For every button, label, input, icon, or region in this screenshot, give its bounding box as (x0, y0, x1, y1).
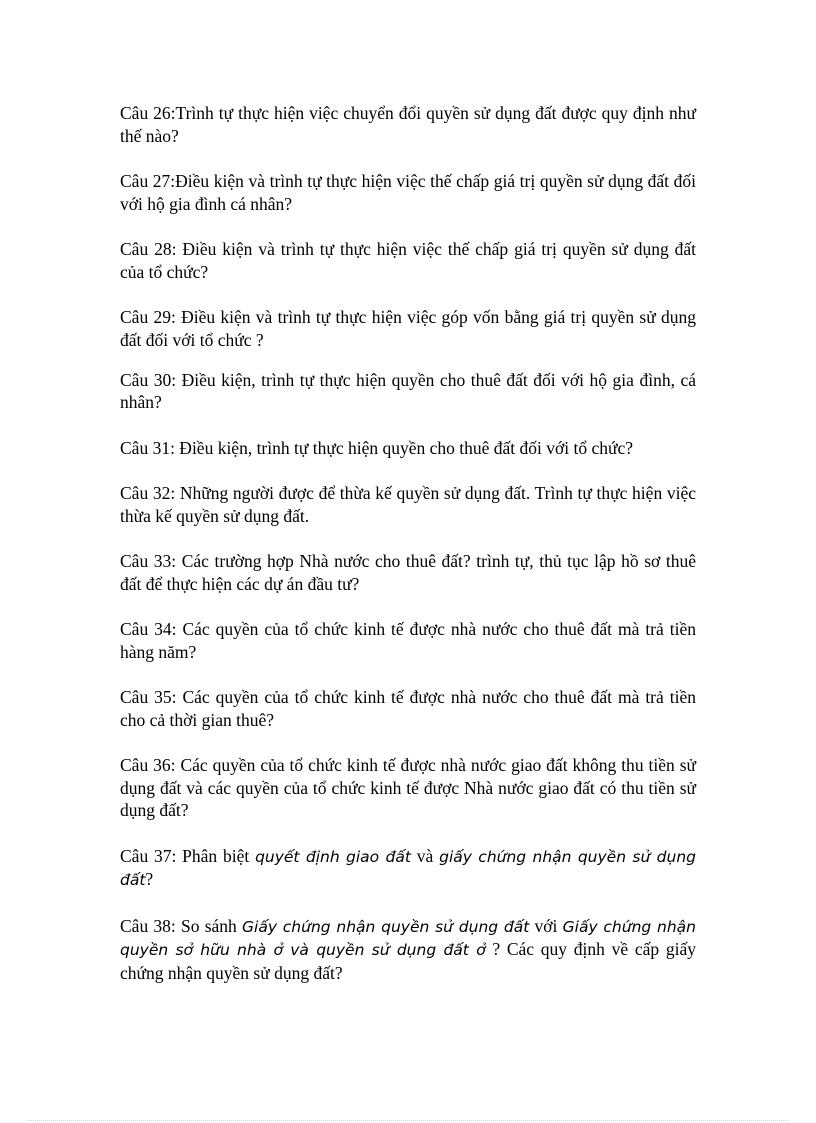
question-37-term-1: quyết định giao đất (255, 847, 411, 866)
question-30: Câu 30: Điều kiện, trình tự thực hiện quyền cho thuê đất đối với hộ gia đình, cá nhân? (120, 369, 696, 412)
question-38-mid: với (529, 915, 563, 936)
question-37-suffix: ? (145, 869, 154, 889)
question-28: Câu 28: Điều kiện và trình tự thực hiện việc thế chấp giá trị quyền sử dụng đất của tổ chức? (120, 239, 696, 282)
question-35: Câu 35: Các quyền của tổ chức kinh tế được nhà nước cho thuê đất mà trả tiền cho cả thời gian thuê? (120, 687, 696, 730)
question-32: Câu 32: Những người được để thừa kế quyền sử dụng đất. Trình tự thực hiện việc thừa kế quyền sử dụng đất. (120, 483, 696, 526)
question-38 (120, 915, 696, 985)
question-31: Câu 31: Điều kiện, trình tự thực hiện quyền cho thuê đất đối với tổ chức? (120, 437, 634, 458)
question-37-mid: và (410, 845, 440, 866)
question-37 (120, 845, 696, 892)
question-26: Câu 26:Trình tự thực hiện việc chuyển đổi quyền sử dụng đất được quy định như thế nào? (120, 103, 696, 146)
question-27: Câu 27:Điều kiện và trình tự thực hiện việc thế chấp giá trị quyền sử dụng đất đối với hộ gia đình cá nhân? (120, 171, 696, 214)
question-34: Câu 34: Các quyền của tổ chức kinh tế được nhà nước cho thuê đất mà trả tiền hàng năm? (120, 619, 696, 662)
question-37-prefix: Câu 37: Phân biệt (120, 845, 256, 866)
question-33: Câu 33: Các trường hợp Nhà nước cho thuê đất? trình tự, thủ tục lập hồ sơ thuê đất để thực hiện các dự án đầu tư? (120, 551, 696, 594)
question-38-term-2: Giấy chứng nhận quyền sở hữu nhà ở và quyền sử dụng đất ở (120, 917, 696, 959)
question-38-prefix: Câu 38: So sánh (120, 915, 243, 936)
document-page (120, 102, 696, 1002)
question-36: Câu 36: Các quyền của tổ chức kinh tế được nhà nước giao đất không thu tiền sử dụng đất và các quyền của tổ chức kinh tế được Nhà nước giao đất có thu tiền sử dụng đất? (120, 755, 696, 820)
question-37-term-2: giấy chứng nhận quyền sử dụng đất (120, 847, 696, 889)
question-38-suffix: ? Các quy định về cấp giấy chứng nhận quyền sử dụng đất? (120, 939, 696, 983)
page-bottom-divider (28, 1120, 788, 1121)
question-29: Câu 29: Điều kiện và trình tự thực hiện việc góp vốn bằng giá trị quyền sử dụng đất đối với tổ chức ? (120, 307, 696, 350)
question-38-term-1: Giấy chứng nhận quyền sử dụng đất (242, 917, 530, 936)
